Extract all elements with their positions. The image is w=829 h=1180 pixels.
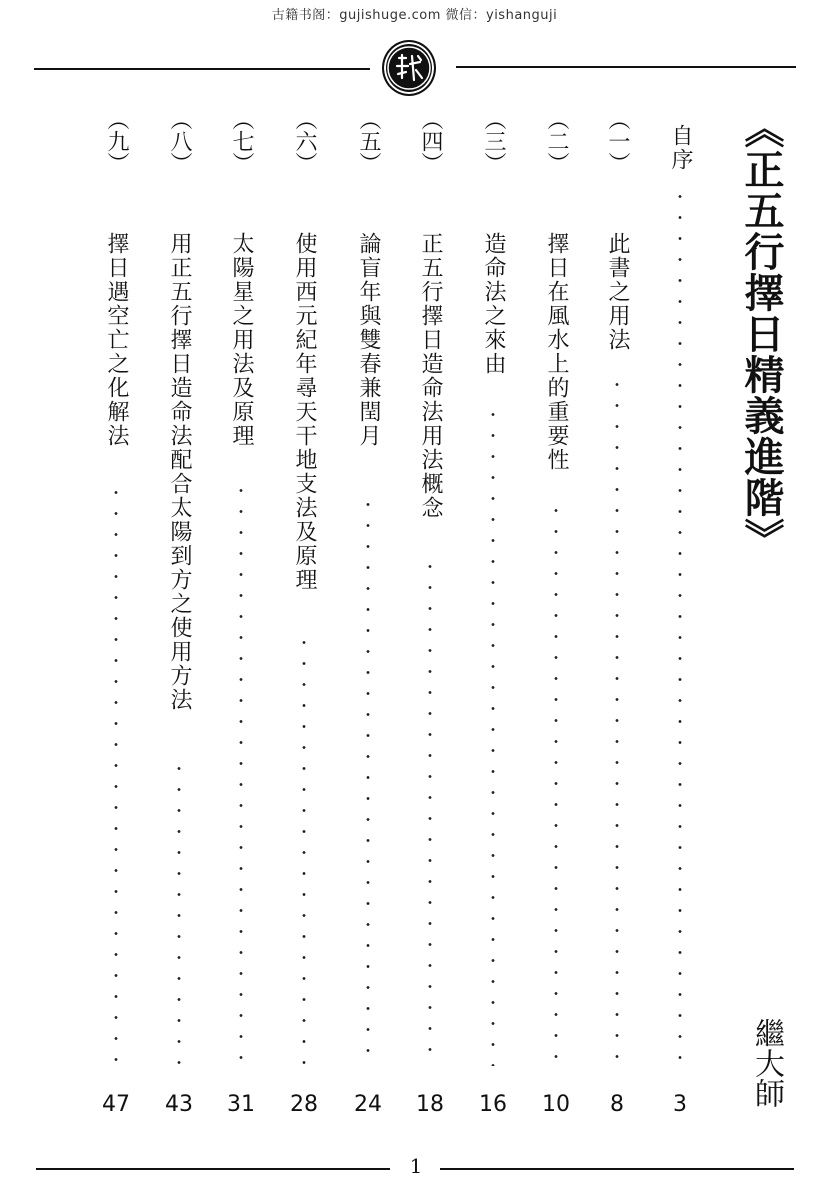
leader-dots [491, 404, 495, 1066]
toc-page-number: 31 [227, 1092, 255, 1117]
watermark-text: 古籍书阁：gujishuge.com 微信：yishanguji [271, 8, 558, 23]
toc-number: （八） [167, 108, 192, 174]
toc-page-number: 43 [165, 1092, 193, 1117]
toc-label: 造命法之來由 [481, 232, 506, 376]
header-rule-left [34, 68, 370, 70]
toc-label: 正五行擇日造命法用法概念 [418, 232, 443, 520]
toc-label: 此書之用法 [605, 232, 630, 352]
toc-page-number: 10 [542, 1092, 570, 1117]
toc-label: 論盲年與雙春兼閏月 [356, 232, 381, 448]
toc-number: （九） [104, 108, 129, 174]
footer-rule-right [440, 1168, 794, 1170]
leader-dots [678, 186, 682, 1066]
footer-page-number: 1 [409, 1154, 423, 1178]
toc-page-number: 16 [479, 1092, 507, 1117]
toc-number: （六） [292, 108, 317, 174]
toc-number: （二） [544, 108, 569, 174]
toc-page-number: 47 [102, 1092, 130, 1117]
leader-dots [239, 480, 243, 1066]
toc-page-number: 3 [673, 1092, 687, 1117]
toc-number: （五） [356, 108, 381, 174]
toc-number: （一） [605, 108, 630, 174]
leader-dots [177, 758, 181, 1066]
leader-dots [114, 482, 118, 1066]
seal-logo [382, 40, 436, 96]
leader-dots [302, 632, 306, 1066]
toc-label: 用正五行擇日造命法配合太陽到方之使用方法 [167, 232, 192, 712]
toc-label: 自序 [668, 124, 693, 172]
toc-number: （七） [229, 108, 254, 174]
leader-dots [366, 494, 370, 1066]
leader-dots [428, 556, 432, 1066]
toc-page-number: 28 [290, 1092, 318, 1117]
leader-dots [554, 500, 558, 1066]
toc-number: （四） [418, 108, 443, 174]
toc-page-number: 8 [610, 1092, 624, 1117]
toc-number: （三） [481, 108, 506, 174]
leader-dots [615, 374, 619, 1066]
footer-rule-left [36, 1168, 390, 1170]
toc-label: 擇日在風水上的重要性 [544, 232, 569, 472]
toc-page-number: 24 [354, 1092, 382, 1117]
toc-label: 擇日遇空亡之化解法 [104, 232, 129, 448]
header-rule-right [456, 66, 796, 68]
toc-label: 太陽星之用法及原理 [229, 232, 254, 448]
author-name: 繼大師 [749, 1018, 784, 1108]
toc-page-number: 18 [416, 1092, 444, 1117]
toc-label: 使用西元紀年尋天干地支法及原理 [292, 232, 317, 592]
book-title: 《正五行擇日精義進階》 [738, 108, 785, 559]
